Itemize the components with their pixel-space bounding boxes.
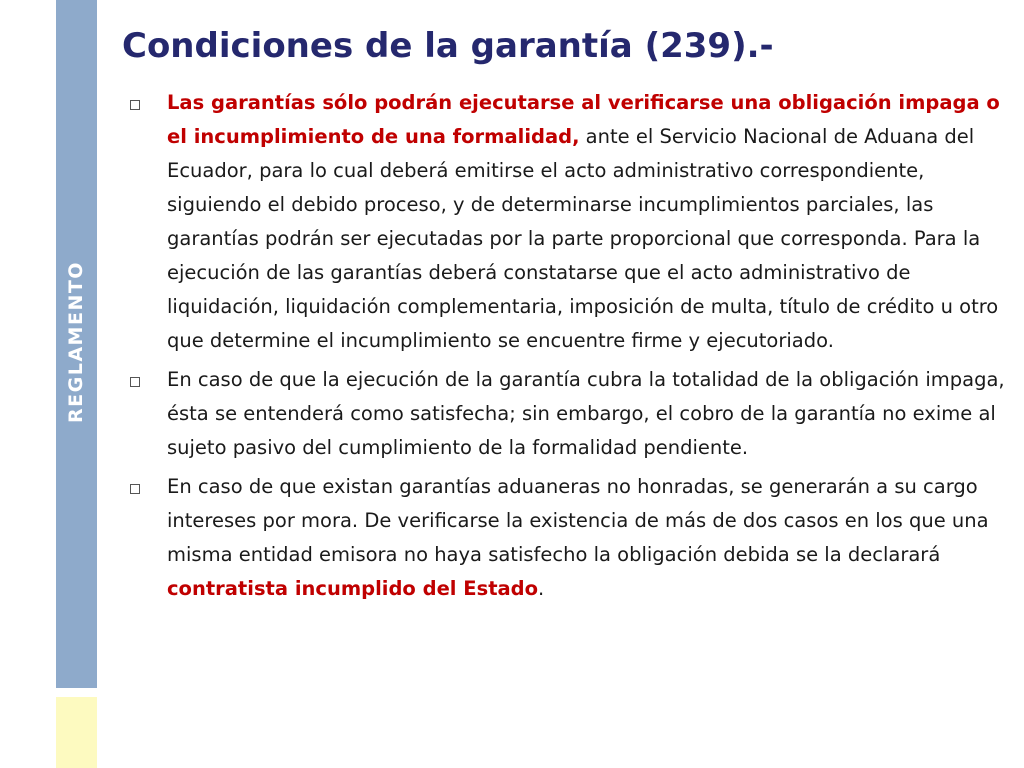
bullet-list bbox=[130, 86, 1005, 611]
sidebar-accent-block bbox=[56, 697, 97, 768]
bullet-1-text: ante el Servicio Nacional de Aduana del Ecuador, para lo cual deberá emitirse el acto administrativo correspondiente, siguiendo el debido proceso, y de determinarse incumplimientos parciales, las garantías podrán ser ejecutadas por la parte proporcional que corresponda. Para la ejecución de las garantías deberá constatarse que el acto administrativo de liquidación, liquidación complementaria, imposición de multa, título de crédito u otro que determine el incumplimiento se encuentre firme y ejecutoriado. bbox=[167, 125, 999, 352]
bullet-1-highlight: Las garantías sólo podrán ejecutarse al verificarse una obligación impaga o el incumplimiento de una formalidad, bbox=[167, 91, 1000, 148]
square-bullet-icon bbox=[130, 377, 140, 387]
bullet-item-1 bbox=[130, 86, 1005, 358]
bullet-3-text: En caso de que existan garantías aduaneras no honradas, se generarán a su cargo intereses por mora. De verificarse la existencia de más de dos casos en los que una misma entidad emisora no haya satisfecho la obligación debida se la declarará bbox=[167, 475, 989, 566]
bullet-2-text: En caso de que la ejecución de la garantía cubra la totalidad de la obligación impaga, ésta se entenderá como satisfecha; sin embargo, el cobro de la garantía no exime al sujeto pasivo del cumplimiento de la formalidad pendiente. bbox=[167, 368, 1005, 459]
bullet-item-3 bbox=[130, 470, 1005, 606]
square-bullet-icon bbox=[130, 484, 140, 494]
square-bullet-icon bbox=[130, 100, 140, 110]
bullet-3-highlight: contratista incumplido del Estado bbox=[167, 577, 539, 600]
slide-title: Condiciones de la garantía (239).- bbox=[122, 26, 774, 66]
sidebar-label: REGLAMENTO bbox=[65, 261, 87, 423]
bullet-3-tail: . bbox=[538, 577, 545, 600]
bullet-item-2 bbox=[130, 363, 1005, 465]
